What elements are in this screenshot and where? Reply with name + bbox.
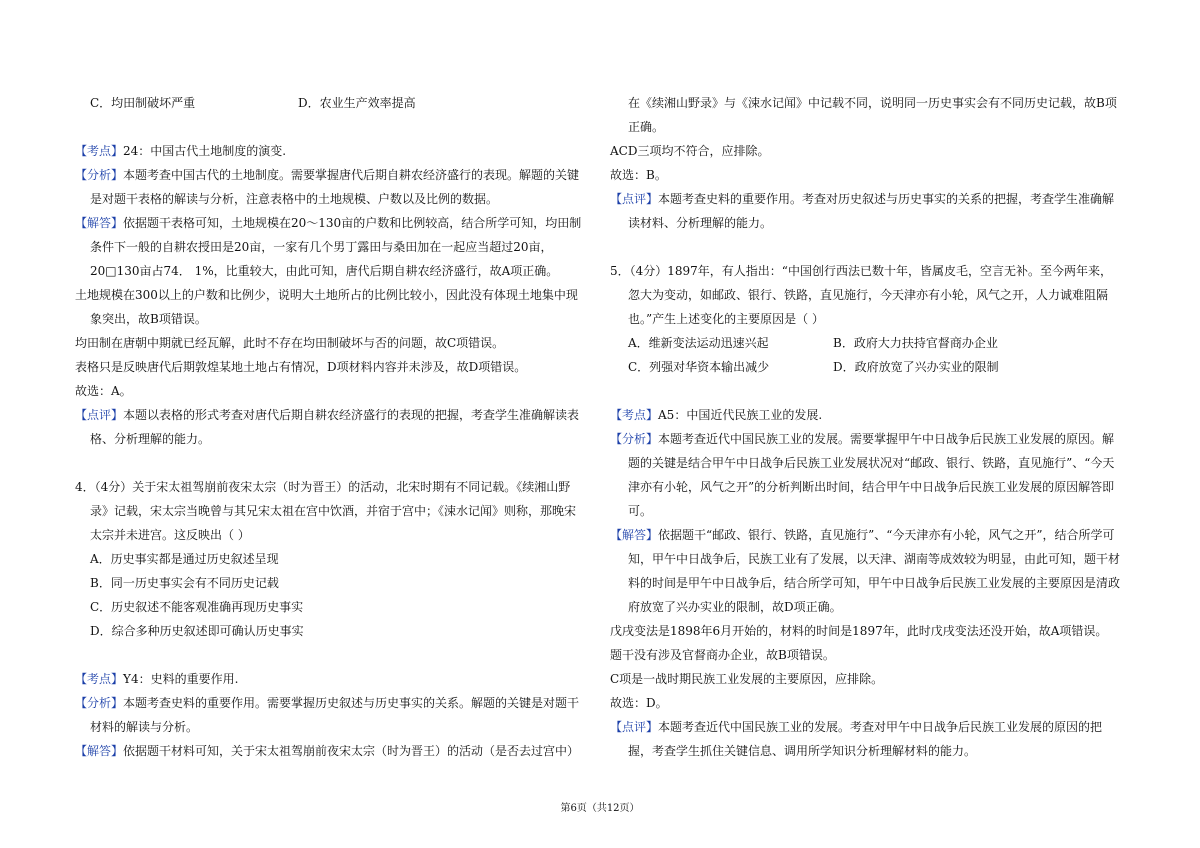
q4-jieda-line4: ACD三项均不符合，应排除。 [610,144,770,158]
q3-dianping-line2: 格、分析理解的能力。 [90,432,211,446]
jieda-tag: 【解答】 [75,216,124,230]
q3-jieda-line3: 20□130亩占74． 1%，比重较大，由此可知，唐代后期自耕农经济盛行，故A项正确。 [90,264,559,278]
q4-answer: 故选：B。 [610,168,667,182]
q4-option-a: A．历史事实都是通过历史叙述呈现 [90,552,279,566]
q3-jieda-line5: 象突出，故B项错误。 [90,312,207,326]
q5-jieda-line7: C项是一战时期民族工业发展的主要原因，应排除。 [610,672,884,686]
fenxi-tag: 【分析】 [610,432,659,446]
fenxi-text: 本题考查中国古代的土地制度。需要掌握唐代后期自耕农经济盛行的表现。解题的关键 [123,168,580,182]
q3-option-c: C．均田制破坏严重 [90,96,196,110]
q3-fenxi [75,167,579,183]
fenxi-tag: 【分析】 [75,168,124,182]
q3-jieda [75,215,581,231]
q4-jieda-line2: 在《续湘山野录》与《涑水记闻》中记载不同，说明同一历史事实会有不同历史记载，故B项 [628,96,1117,110]
page-footer: 第6页（共12页） [560,803,640,814]
kaodian-text: 24：中国古代土地制度的演变. [123,144,287,158]
q5-jieda [610,527,1115,543]
q3-dianping [75,407,579,423]
q5-fenxi-line3: 津亦有小轮，风气之开”的分析判断出时间，结合甲午中日战争后民族工业发展的原因解答即 [628,480,1115,494]
q4-dianping-line2: 读材料、分析理解的能力。 [628,216,773,230]
q5-kaodian [610,407,822,423]
q5-dianping [610,719,1102,735]
jieda-tag: 【解答】 [610,528,659,542]
q5-stem: 5．（4分）1897年，有人指出：“中国创行西法已数十年，皆属皮毛，空言无补。至今两年来， [610,264,1112,278]
dianping-text: 本题以表格的形式考查对唐代后期自耕农经济盛行的表现的把握，考查学生准确解读表 [123,408,580,422]
kaodian-text: Y4：史料的重要作用. [123,672,239,686]
q5-jieda-line3: 料的时间是甲午中日战争后，结合所学可知，甲午中日战争后民族工业发展的主要原因是清政 [628,576,1121,590]
q5-fenxi [610,431,1114,447]
kaodian-tag: 【考点】 [610,408,659,422]
q4-option-c: C．历史叙述不能客观准确再现历史事实 [90,600,304,614]
q5-option-b: B．政府大力扶持官督商办企业 [833,336,998,350]
q5-jieda-line5: 戊戌变法是1898年6月开始的，材料的时间是1897年，此时戊戌变法还没开始，故A项错误。 [610,624,1108,638]
q4-jieda [75,743,579,759]
q5-option-a: A．维新变法运动迅速兴起 [628,336,769,350]
q5-option-c: C．列强对华资本输出减少 [628,360,770,374]
q4-stem-line2: 录》记载，宋太宗当晚曾与其兄宋太祖在宫中饮酒，并宿于宫中；《涑水记闻》则称，那晚宋 [90,504,577,518]
q5-fenxi-line2: 题的关键是结合甲午中日战争后民族工业发展状况对“邮政、银行、铁路，直见施行”、“今天 [628,456,1115,470]
q3-kaodian [75,143,286,159]
kaodian-tag: 【考点】 [75,144,124,158]
fenxi-tag: 【分析】 [75,696,124,710]
q5-jieda-line2: 知，甲午中日战争后，民族工业有了发展，以天津、湖南等成效较为明显，由此可知，题干材 [628,552,1121,566]
fenxi-text: 本题考查近代中国民族工业的发展。需要掌握甲午中日战争后民族工业发展的原因。解 [658,432,1115,446]
q4-stem-line3: 太宗并未进宫。这反映出（ ） [90,528,250,542]
dianping-tag: 【点评】 [75,408,124,422]
dianping-text: 本题考查史料的重要作用。考查对历史叙述与历史事实的关系的把握，考查学生准确解 [658,192,1115,206]
q3-jieda-line2: 条件下一般的自耕农授田是20亩，一家有几个男丁露田与桑田加在一起应当超过20亩， [90,240,553,254]
q5-stem-line3: 也。”产生上述变化的主要原因是（ ） [628,312,824,326]
q5-option-d: D．政府放宽了兴办实业的限制 [833,360,999,374]
jieda-text: 依据题干表格可知，土地规模在20～130亩的户数和比例较高，结合所学可知，均田制 [123,216,582,230]
dianping-tag: 【点评】 [610,192,659,206]
q3-jieda-line7: 表格只是反映唐代后期敦煌某地土地占有情况，D项材料内容并未涉及，故D项错误。 [75,360,527,374]
fenxi-text: 本题考查史料的重要作用。需要掌握历史叙述与历史事实的关系。解题的关键是对题干 [123,696,580,710]
jieda-text: 依据题干“邮政、银行、铁路，直见施行”、“今天津亦有小轮，风气之开”，结合所学可 [658,528,1115,542]
q3-option-d: D．农业生产效率提高 [298,96,416,110]
q4-fenxi [75,695,579,711]
q4-fenxi-line2: 材料的解读与分析。 [90,720,199,734]
kaodian-text: A5：中国近代民族工业的发展. [658,408,823,422]
q5-stem-line2: 忽大为变动，如邮政、银行、铁路，直见施行，今天津亦有小轮，风气之开，人力诚难阻隔 [628,288,1109,302]
kaodian-tag: 【考点】 [75,672,124,686]
jieda-tag: 【解答】 [75,744,124,758]
q4-option-d: D．综合多种历史叙述即可确认历史事实 [90,624,304,638]
q5-dianping-line2: 握，考查学生抓住关键信息、调用所学知识分析理解材料的能力。 [628,744,977,758]
q5-answer: 故选：D。 [610,696,668,710]
q4-jieda-line3: 正确。 [628,120,665,134]
q4-stem: 4．（4分）关于宋太祖驾崩前夜宋太宗（时为晋王）的活动，北宋时期有不同记载。《续湘山野 [75,480,571,494]
q3-answer: 故选：A。 [75,384,132,398]
q5-jieda-line4: 府放宽了兴办实业的限制，故D项正确。 [628,600,842,614]
q3-jieda-line6: 均田制在唐朝中期就已经瓦解，此时不存在均田制破坏与否的问题，故C项错误。 [75,336,505,350]
q4-kaodian [75,671,238,687]
q3-jieda-line4: 土地规模在300以上的户数和比例少，说明大土地所占的比例比较小，因此没有体现土地集中现 [75,288,578,302]
q5-fenxi-line4: 可。 [628,504,653,518]
q4-dianping [610,191,1114,207]
dianping-text: 本题考查近代中国民族工业的发展。考查对甲午中日战争后民族工业发展的原因的把 [658,720,1103,734]
q3-fenxi-line2: 是对题干表格的解读与分析，注意表格中的土地规模、户数以及比例的数据。 [90,192,499,206]
q5-jieda-line6: 题干没有涉及官督商办企业，故B项错误。 [610,648,835,662]
jieda-text: 依据题干材料可知，关于宋太祖驾崩前夜宋太宗（时为晋王）的活动（是否去过宫中） [123,744,580,758]
q4-option-b: B．同一历史事实会有不同历史记载 [90,576,279,590]
dianping-tag: 【点评】 [610,720,659,734]
